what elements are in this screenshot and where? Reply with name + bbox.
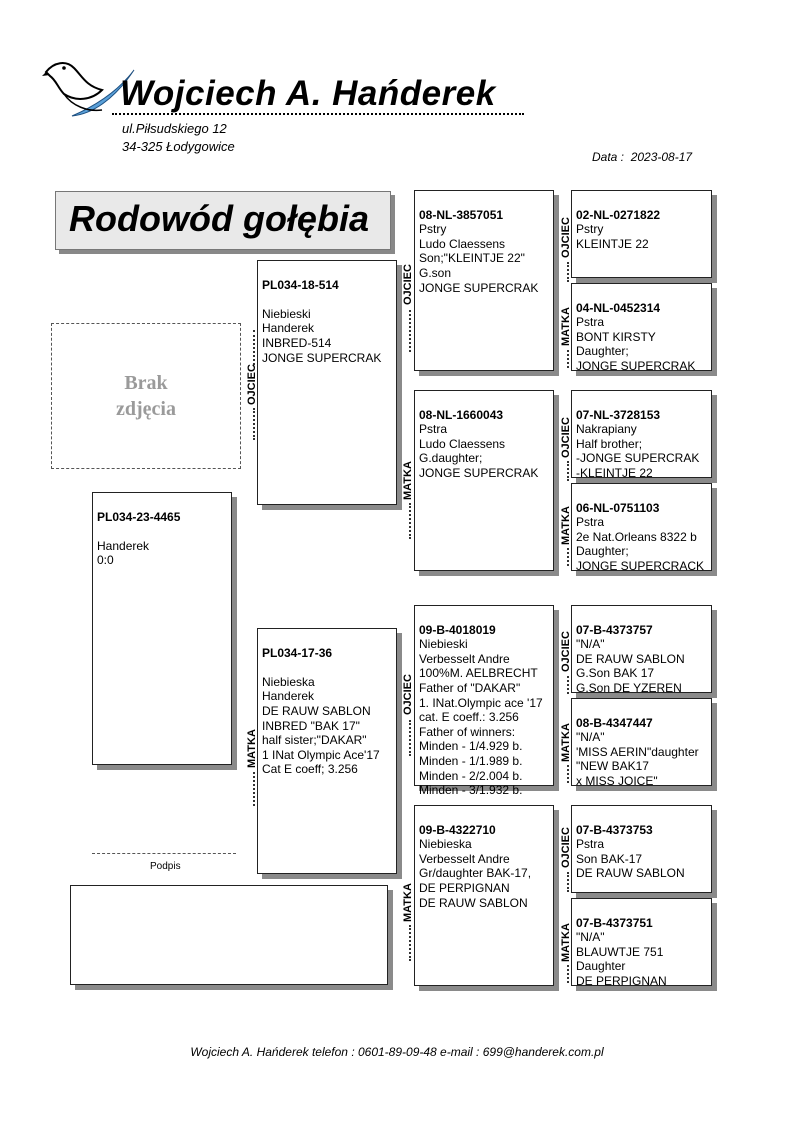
logo-underline <box>112 113 524 115</box>
ddd-ring: 07-B-4373751 <box>576 915 653 930</box>
footer-contact: Wojciech A. Hańderek telefon : 0601-89-09-48 e-mail : 699@handerek.com.pl <box>190 1045 604 1059</box>
date-label: Data : <box>592 150 625 164</box>
notes-box <box>70 885 388 985</box>
subject-ring: PL034-23-4465 <box>97 509 181 524</box>
dss-details: "N/A" DE RAUW SABLON G.Son BAK 17 G.Son DE YZEREN <box>576 637 685 695</box>
sire-connector-lower <box>253 408 255 440</box>
dam-dam-ring: 09-B-4322710 <box>419 822 496 837</box>
dam-ring: PL034-17-36 <box>262 645 333 660</box>
dam-label: MATKA <box>246 729 258 768</box>
dss-label: OJCIEC <box>560 631 572 672</box>
sdd-ring: 06-NL-0751103 <box>576 500 660 515</box>
dds-details: Pstra Son BAK-17 DE RAUW SABLON <box>576 837 685 881</box>
dam-dam-details: Niebieska Verbesselt Andre Gr/daughter BAK-17, DE PERPIGNAN DE RAUW SABLON <box>419 837 532 910</box>
dss-ring: 07-B-4373757 <box>576 622 653 637</box>
sire-card <box>257 260 397 505</box>
sire-ring: PL034-18-514 <box>262 277 339 292</box>
ss-label: OJCIEC <box>402 264 414 305</box>
dds-label: OJCIEC <box>560 827 572 868</box>
date-value: 2023-08-17 <box>630 150 693 164</box>
dsd-ring: 08-B-4347447 <box>576 715 653 730</box>
sdd-card <box>571 483 712 571</box>
dam-sire-details: Niebieski Verbesselt Andre 100%M. AELBRECHT Father of "DAKAR" 1. INat.Olympic ace '17 cat. E coeff.: 3.256 Father of winners: Minden - 1/4.929 b. Minden - 1/1.989 b. Minden - 2/2.004 b. Minden - 3/1.932 b. <box>419 637 543 798</box>
sire-sire-card <box>414 190 554 371</box>
dd-label: MATKA <box>402 883 414 922</box>
dd-connector <box>409 925 411 961</box>
ddd-details: "N/A" BLAUWTJE 751 Daughter DE PERPIGNAN <box>576 930 667 988</box>
dsd-label: MATKA <box>560 723 572 762</box>
sds-ring: 07-NL-3728153 <box>576 407 661 422</box>
sss-connector <box>567 262 569 282</box>
sds-connector <box>567 461 569 481</box>
subject-card <box>92 492 232 765</box>
ss-connector <box>409 310 411 352</box>
dam-sire-ring: 09-B-4018019 <box>419 622 496 637</box>
signature-label: Podpis <box>150 861 181 872</box>
sire-sire-details: Pstry Ludo Claessens Son;"KLEINTJE 22" G.son JONGE SUPERCRAK <box>419 222 539 295</box>
sire-dam-card <box>414 390 554 571</box>
ssd-connector <box>567 350 569 368</box>
breeder-name: Wojciech A. Hańderek <box>120 74 496 113</box>
ssd-details: Pstra BONT KIRSTY Daughter; JONGE SUPERCRAK <box>576 315 696 373</box>
sds-details: Nakrapiany Half brother; -JONGE SUPERCRAK -KLEINTJE 22 <box>576 422 700 480</box>
sire-connector <box>253 330 255 365</box>
sss-ring: 02-NL-0271822 <box>576 207 661 222</box>
sdd-details: Pstra 2e Nat.Orleans 8322 b Daughter; JONGE SUPERCRACK <box>576 515 705 573</box>
ds-connector <box>409 720 411 756</box>
dsd-connector <box>567 765 569 783</box>
dds-connector <box>567 872 569 892</box>
dam-connector <box>253 772 255 806</box>
signature-line <box>92 853 236 854</box>
sire-dam-details: Pstra Ludo Claessens G.daughter; JONGE SUPERCRAK <box>419 422 539 480</box>
date <box>592 150 692 164</box>
photo-placeholder: Brak zdjęcia <box>51 323 241 469</box>
address-line-2: 34-325 Łodygowice <box>122 139 235 154</box>
sdd-label: MATKA <box>560 506 572 545</box>
ds-label: OJCIEC <box>402 674 414 715</box>
dam-sire-card <box>414 605 554 798</box>
ddd-label: MATKA <box>560 923 572 962</box>
sire-label: OJCIEC <box>246 364 258 405</box>
sd-label: MATKA <box>402 461 414 500</box>
sds-label: OJCIEC <box>560 417 572 458</box>
sdd-connector <box>567 548 569 566</box>
dam-details: Niebieska Handerek DE RAUW SABLON INBRED "BAK 17" half sister;"DAKAR" 1 INat Olympic Ace'17 Cat E coeff; 3.256 <box>262 674 380 777</box>
ssd-ring: 04-NL-0452314 <box>576 300 661 315</box>
subject-details: Handerek 0:0 <box>97 538 150 568</box>
address-line-1: ul.Piłsudskiego 12 <box>122 121 227 136</box>
ddd-connector <box>567 965 569 983</box>
dam-dam-card <box>414 805 554 986</box>
ssd-label: MATKA <box>560 307 572 346</box>
dam-card <box>257 628 397 874</box>
dds-ring: 07-B-4373753 <box>576 822 653 837</box>
sss-details: Pstry KLEINTJE 22 <box>576 222 649 251</box>
dsd-details: "N/A" 'MISS AERIN"daughter "NEW BAK17 x MISS JOICE" <box>576 730 699 788</box>
sss-label: OJCIEC <box>560 217 572 258</box>
sd-connector <box>409 503 411 539</box>
sire-sire-ring: 08-NL-3857051 <box>419 207 504 222</box>
sire-dam-ring: 08-NL-1660043 <box>419 407 504 422</box>
sire-details: Niebieski Handerek INBRED-514 JONGE SUPERCRAK <box>262 306 382 365</box>
dss-connector <box>567 676 569 694</box>
page-title: Rodowód gołębia <box>69 198 369 239</box>
